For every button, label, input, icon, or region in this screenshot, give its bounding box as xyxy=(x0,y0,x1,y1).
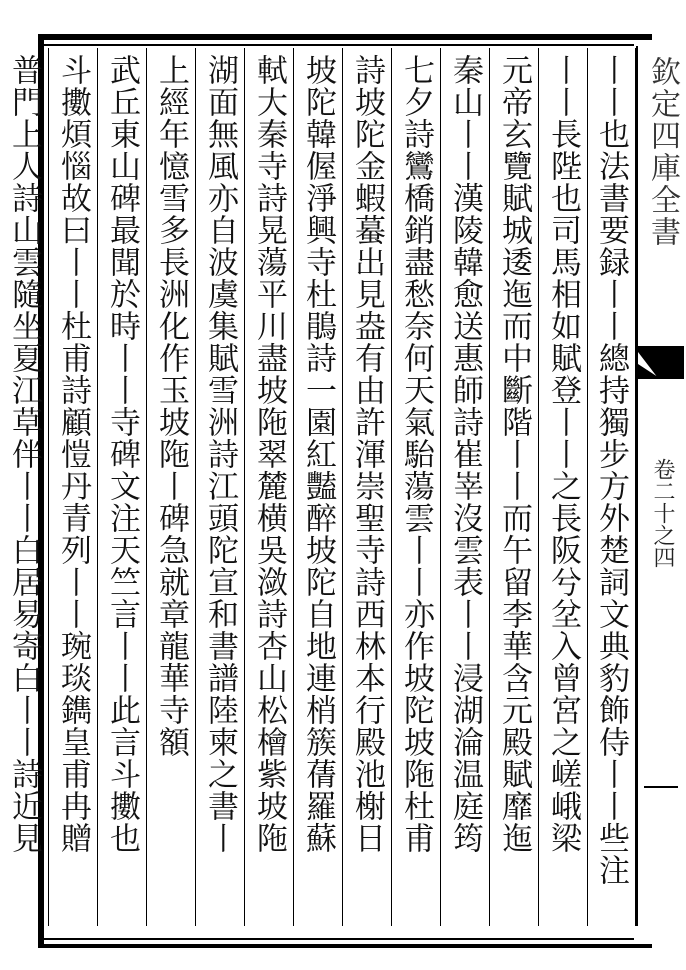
inner-rule-bottom xyxy=(44,938,634,940)
margin-rule xyxy=(644,786,678,788)
book-title: 欽定四庫全書 xyxy=(645,56,680,248)
text-column-4: 秦山丨丨漢陵韓愈送惠師詩崔峷沒雲表丨丨浸湖淪温庭筠 xyxy=(440,48,489,926)
text-column-11: 武丘東山碑最聞於時丨丨寺碑文注天竺言丨丨此言斗擻也 xyxy=(97,48,146,926)
text-column-9: 湖面無風亦自波虞集賦雪洲詩江頭陀宣和書譜陸柬之書丨 xyxy=(195,48,244,926)
text-column-7: 坡陀韓偓淨興寺杜鵑詩一園紅豔醉坡陀自地連梢簇蒨羅蘇 xyxy=(293,48,342,926)
volume-label: 卷二十之四 xyxy=(650,458,675,568)
frame-border-top xyxy=(38,34,652,40)
text-column-1: 丨丨也法書要録丨丨總持獨步方外楚詞文典豹飾侍丨丨些注 xyxy=(587,48,636,926)
text-column-2: 丨丨長陛也司馬相如賦登丨丨之長阪兮坌入曾宮之嵯峨梁 xyxy=(538,48,587,926)
text-column-5: 七夕詩鸞橋銷盡愁奈何天氣駘蕩雲丨丨亦作坡陀坡陁杜甫 xyxy=(391,48,440,926)
frame-border-bottom xyxy=(38,944,652,948)
text-column-13: 普門上人詩山雲隨坐夏江草伴丨丨白居易寄白丨丨詩近見 xyxy=(0,48,48,926)
text-column-8: 軾大秦寺詩晃蕩平川盡坡陁翠麓横吳潋詩杏山松檜紫坡陁 xyxy=(244,48,293,926)
fishtail-rule xyxy=(638,376,684,379)
inner-rule-top xyxy=(44,44,634,46)
fishtail-mark xyxy=(638,346,684,376)
margin-strip xyxy=(636,46,686,926)
text-column-12: 斗擻煩惱故曰丨丨杜甫詩顧愷丹青列丨丨琬琰鐫皇甫冉贈 xyxy=(48,48,97,926)
text-column-3: 元帝玄覽賦城逶迤而中斷階丨丨而午留李華含元殿賦靡迤 xyxy=(489,48,538,926)
page-frame xyxy=(6,34,680,948)
text-column-10: 上經年憶雪多長洲化作玉坡陁丨碑急就章龍華寺額 xyxy=(146,48,195,926)
text-columns xyxy=(6,48,636,926)
text-column-6: 詩坡陀金蝦蟇出見盎有由許渾崇聖寺詩西林本行殿池榭日 xyxy=(342,48,391,926)
